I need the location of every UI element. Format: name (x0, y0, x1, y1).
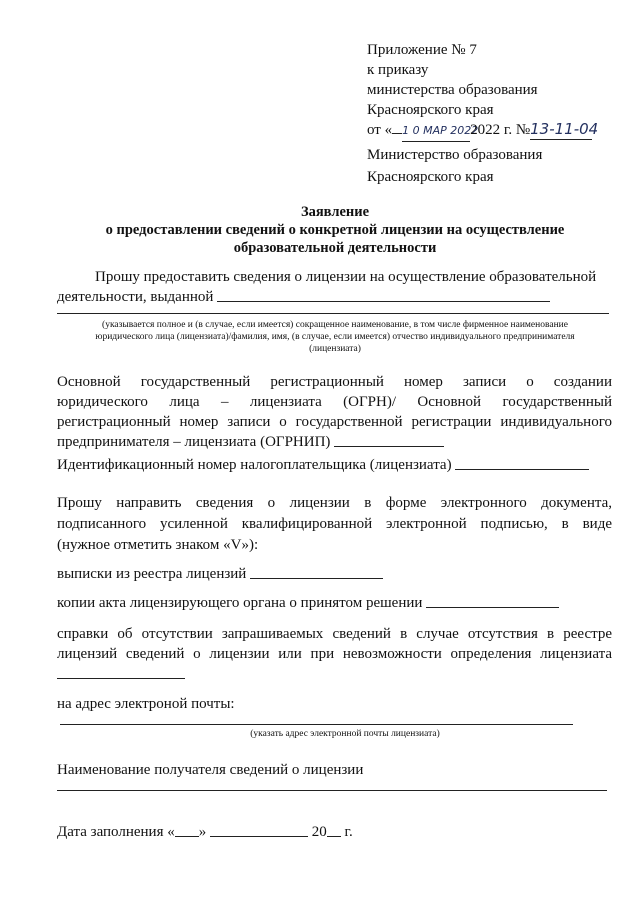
option-certificate-field[interactable] (57, 664, 185, 679)
title-line: Заявление (300, 204, 370, 220)
order-number-handwritten: 13-11-04 (530, 120, 599, 138)
fill-date-day-field[interactable] (175, 822, 199, 837)
request-text-line2 (57, 287, 617, 307)
ogrn-block: Основной государственный регистрационный номер записи о создании юридического лица – лицензиата (ОГРН)/ Основной государственный регистрационный номер записи о государственной регистрации индивидуального предпринимателя – лицензиата (ОГРНИП) (57, 374, 612, 450)
option-extract: выписки из реестра лицензий (57, 564, 617, 584)
ogrn-field[interactable] (334, 432, 444, 447)
order-line (367, 119, 637, 142)
email-field[interactable] (60, 724, 573, 725)
inn-field[interactable] (455, 455, 589, 470)
request-text-line1: Прошу предоставить сведения о лицензии на осуществление образовательной (95, 269, 597, 285)
order-prefix: от « (367, 122, 393, 138)
email-note: (указать адрес электронной почты лицензиата) (250, 729, 440, 739)
fill-date-month-field[interactable] (210, 822, 308, 837)
fill-date-label: Дата заполнения « (57, 824, 175, 840)
fill-date-year-field[interactable] (327, 822, 341, 837)
document-title (60, 203, 610, 257)
header-line: министерства образования (367, 82, 538, 98)
fill-date-line: Дата заполнения « » 20 г. (57, 824, 353, 840)
appendix-header (367, 40, 637, 120)
order-date-handwritten: 1 0 МАР 2022 (402, 121, 470, 142)
header-line: Красноярского края (367, 102, 494, 118)
recipient-line: Красноярского края (367, 169, 494, 185)
header-line: Приложение № 7 (367, 42, 477, 58)
option-act-copy-field[interactable] (426, 593, 559, 608)
order-year: 2022 г. № (470, 122, 531, 138)
delivery-request-block: Прошу направить сведения о лицензии в форме электронного документа, подписанного усиленной квалифицированной электронной подписью, в виде (нужное отметить знаком «V»): (57, 495, 612, 553)
recipient-line: Министерство образования (367, 147, 543, 163)
option-extract-field[interactable] (250, 564, 383, 579)
recipient-name-field[interactable] (57, 790, 607, 791)
issued-to-field[interactable] (217, 287, 550, 302)
issued-to-field-line2[interactable] (57, 313, 609, 314)
title-line: образовательной деятельности (233, 240, 437, 256)
licensee-name-note: (указывается полное и (в случае, если имеется) сокращенное наименование, в том числе фирменное наименование юридического лица (лицензиата)/фамилия, имя, (в случае, если имеется) отчество индивидуального предпринимателя (лицензиата) (95, 320, 575, 354)
option-certificate: справки об отсутствии запрашиваемых сведений в случае отсутствия в реестре лицензий сведений о лицензии или при невозможности определения лицензиата (57, 624, 612, 685)
issued-to-label: деятельности, выданной (57, 289, 214, 305)
recipient-block (367, 144, 637, 188)
title-line: о предоставлении сведений о конкретной лицензии на осуществление (105, 222, 565, 238)
email-label: на адрес электроной почты: (57, 696, 235, 712)
inn-line (57, 455, 617, 475)
inn-label: Идентификационный номер налогоплательщика (лицензиата) (57, 457, 452, 473)
header-line: к приказу (367, 62, 429, 78)
recipient-name-label: Наименование получателя сведений о лицензии (57, 762, 364, 778)
option-act-copy: копии акта лицензирующего органа о принятом решении (57, 593, 617, 613)
